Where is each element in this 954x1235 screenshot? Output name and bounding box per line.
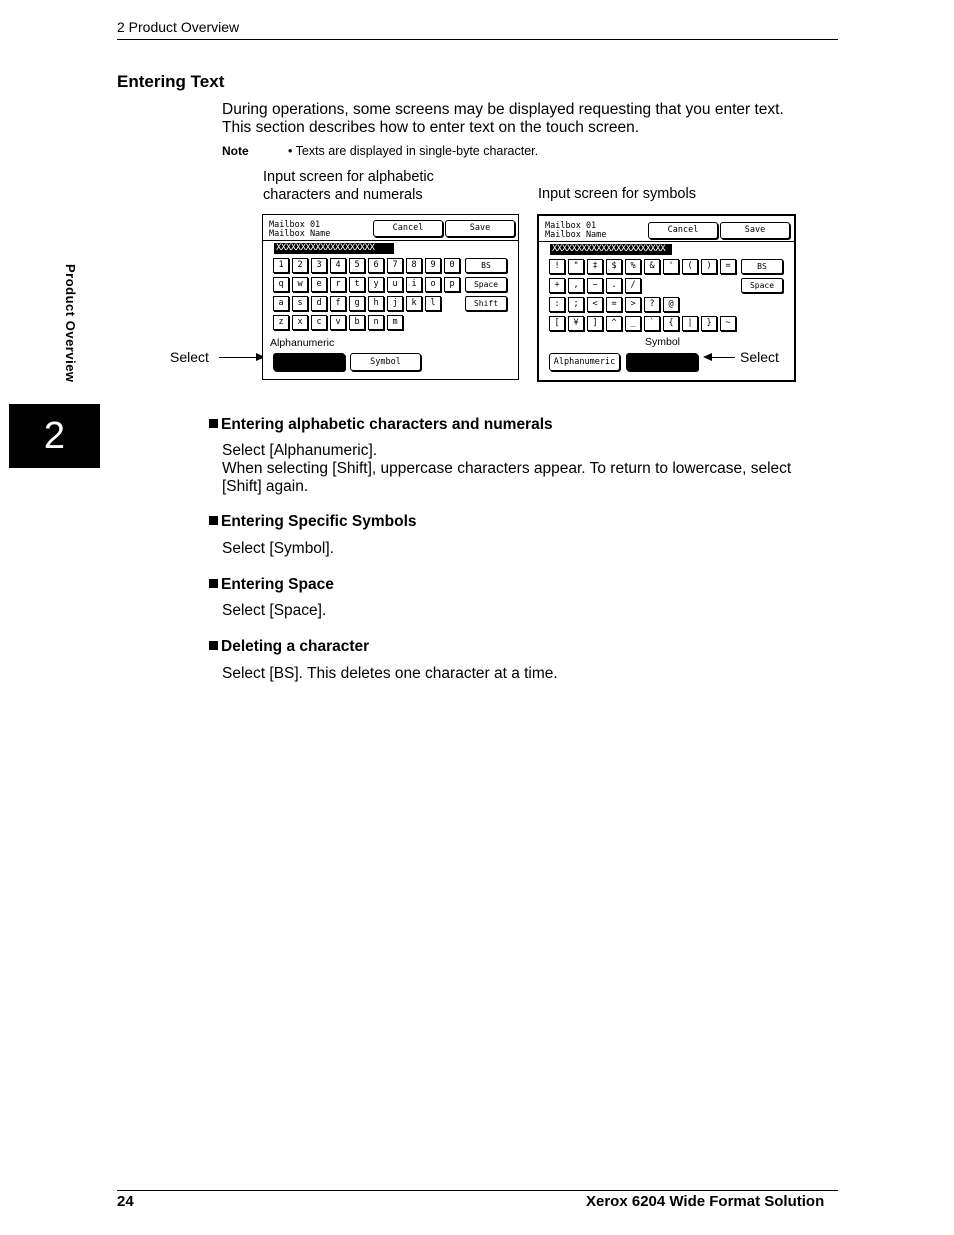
intro-line-1: During operations, some screens may be displayed requesting that you enter text. bbox=[222, 101, 784, 118]
keyboard-key[interactable]: q bbox=[273, 277, 289, 292]
select-arrow-right bbox=[711, 357, 735, 358]
intro-line-2: This section describes how to enter text on the touch screen. bbox=[222, 119, 640, 136]
keyboard-key[interactable]: h bbox=[368, 296, 384, 311]
select-arrow-left bbox=[219, 357, 259, 358]
keyboard-key[interactable]: − bbox=[587, 278, 603, 293]
keyboard-key[interactable]: / bbox=[625, 278, 641, 293]
footer-rule bbox=[117, 1190, 838, 1191]
keyboard-key[interactable]: _ bbox=[625, 316, 641, 331]
select-label-left: Select bbox=[170, 349, 209, 365]
keyboard-key[interactable]: y bbox=[368, 277, 384, 292]
keyboard-key[interactable]: o bbox=[425, 277, 441, 292]
cancel-button[interactable]: Cancel bbox=[648, 222, 718, 239]
keyboard-key[interactable]: 6 bbox=[368, 258, 384, 273]
subsection-body: Select [Alphanumeric]. bbox=[222, 442, 378, 459]
keyboard-key[interactable]: + bbox=[549, 278, 565, 293]
keyboard-key[interactable]: w bbox=[292, 277, 308, 292]
symbol-mode-label: Symbol bbox=[645, 336, 681, 348]
keyboard-key[interactable]: z bbox=[273, 315, 289, 330]
space-key[interactable]: Space bbox=[465, 277, 507, 292]
select-label-right: Select bbox=[740, 349, 779, 365]
footer-product: Xerox 6204 Wide Format Solution bbox=[586, 1193, 825, 1210]
section-title: Entering Text bbox=[117, 72, 225, 91]
mailbox-name-label: Mailbox Name bbox=[269, 229, 331, 239]
keyboard-key[interactable]: v bbox=[330, 315, 346, 330]
keyboard-key[interactable]: a bbox=[273, 296, 289, 311]
keyboard-key[interactable]: 3 bbox=[311, 258, 327, 273]
keyboard-key[interactable]: ? bbox=[644, 297, 660, 312]
keyboard-key[interactable]: 0 bbox=[444, 258, 460, 273]
keyboard-key[interactable]: $ bbox=[606, 259, 622, 274]
keyboard-key[interactable]: c bbox=[311, 315, 327, 330]
keyboard-key[interactable]: { bbox=[663, 316, 679, 331]
save-button[interactable]: Save bbox=[720, 222, 790, 239]
keyboard-key[interactable]: ] bbox=[587, 316, 603, 331]
keyboard-key[interactable]: < bbox=[587, 297, 603, 312]
header-rule bbox=[117, 39, 838, 40]
keyboard-key[interactable]: e bbox=[311, 277, 327, 292]
save-button[interactable]: Save bbox=[445, 220, 515, 237]
keyboard-key[interactable]: l bbox=[425, 296, 441, 311]
keyboard-key[interactable]: " bbox=[568, 259, 584, 274]
keyboard-key[interactable]: [ bbox=[549, 316, 565, 331]
symbol-button[interactable]: Symbol bbox=[350, 353, 421, 371]
keyboard-key[interactable]: = bbox=[720, 259, 736, 274]
side-chapter-label: Product Overview bbox=[63, 264, 78, 383]
bs-key[interactable]: BS bbox=[465, 258, 507, 273]
note-label: Note bbox=[222, 144, 249, 158]
keyboard-key[interactable]: . bbox=[606, 278, 622, 293]
keyboard-key[interactable]: ‡ bbox=[587, 259, 603, 274]
shift-key[interactable]: Shift bbox=[465, 296, 507, 311]
subsection-title-alphanumeric: Entering alphabetic characters and numerals bbox=[209, 416, 553, 434]
keyboard-key[interactable]: ' bbox=[663, 259, 679, 274]
keyboard-key[interactable]: i bbox=[406, 277, 422, 292]
keyboard-key[interactable]: s bbox=[292, 296, 308, 311]
keyboard-key[interactable]: | bbox=[682, 316, 698, 331]
keyboard-key[interactable]: ^ bbox=[606, 316, 622, 331]
caption-left-line-2: characters and numerals bbox=[263, 187, 423, 203]
subsection-title-space: Entering Space bbox=[209, 576, 334, 594]
keyboard-key[interactable]: ! bbox=[549, 259, 565, 274]
mailbox-name-label: Mailbox Name bbox=[545, 230, 607, 240]
keyboard-key[interactable]: k bbox=[406, 296, 422, 311]
subsection-body: Select [Symbol]. bbox=[222, 540, 334, 557]
keyboard-key[interactable]: x bbox=[292, 315, 308, 330]
keyboard-key[interactable]: 4 bbox=[330, 258, 346, 273]
keyboard-key[interactable]: ( bbox=[682, 259, 698, 274]
space-key[interactable]: Space bbox=[741, 278, 783, 293]
alphanumeric-button-selected[interactable] bbox=[273, 353, 345, 371]
keyboard-key[interactable]: ` bbox=[644, 316, 660, 331]
caption-left-line-1: Input screen for alphabetic bbox=[263, 169, 434, 185]
subsection-body: When selecting [Shift], uppercase characters appear. To return to lowercase, select bbox=[222, 460, 792, 477]
note-text: • Texts are displayed in single-byte character. bbox=[288, 144, 539, 158]
keyboard-key[interactable]: f bbox=[330, 296, 346, 311]
keyboard-key[interactable]: r bbox=[330, 277, 346, 292]
mailbox-number: Mailbox 01 bbox=[545, 221, 597, 231]
keyboard-key[interactable]: b bbox=[349, 315, 365, 330]
keyboard-key[interactable]: % bbox=[625, 259, 641, 274]
keyboard-key[interactable]: t bbox=[349, 277, 365, 292]
keyboard-key[interactable]: u bbox=[387, 277, 403, 292]
keyboard-key[interactable]: > bbox=[625, 297, 641, 312]
keyboard-key[interactable]: ~ bbox=[720, 316, 736, 331]
keyboard-key[interactable]: 7 bbox=[387, 258, 403, 273]
keyboard-key[interactable]: 9 bbox=[425, 258, 441, 273]
keyboard-key[interactable]: 8 bbox=[406, 258, 422, 273]
alphanumeric-button[interactable]: Alphanumeric bbox=[549, 353, 620, 371]
keyboard-key[interactable]: , bbox=[568, 278, 584, 293]
alphanumeric-input-screen bbox=[262, 214, 519, 380]
subsection-title-delete: Deleting a character bbox=[209, 638, 369, 656]
keyboard-key[interactable]: g bbox=[349, 296, 365, 311]
keyboard-key[interactable]: ; bbox=[568, 297, 584, 312]
symbol-button-selected[interactable] bbox=[626, 353, 698, 371]
keyboard-key[interactable]: 2 bbox=[292, 258, 308, 273]
keyboard-key[interactable]: : bbox=[549, 297, 565, 312]
keyboard-key[interactable]: ¥ bbox=[568, 316, 584, 331]
keyboard-key[interactable]: = bbox=[606, 297, 622, 312]
cancel-button[interactable]: Cancel bbox=[373, 220, 443, 237]
subsection-body: Select [Space]. bbox=[222, 602, 327, 619]
keyboard-key[interactable]: p bbox=[444, 277, 460, 292]
bs-key[interactable]: BS bbox=[741, 259, 783, 274]
keyboard-key[interactable]: d bbox=[311, 296, 327, 311]
keyboard-key[interactable]: & bbox=[644, 259, 660, 274]
keyboard-key[interactable]: m bbox=[387, 315, 403, 330]
keyboard-key[interactable]: @ bbox=[663, 297, 679, 312]
keyboard-key[interactable]: ) bbox=[701, 259, 717, 274]
text-field[interactable]: XXXXXXXXXXXXXXXXXXXX bbox=[274, 243, 394, 254]
keyboard-key[interactable]: 1 bbox=[273, 258, 289, 273]
subsection-body: [Shift] again. bbox=[222, 478, 309, 495]
keyboard-key[interactable]: j bbox=[387, 296, 403, 311]
subsection-title-symbols: Entering Specific Symbols bbox=[209, 513, 417, 531]
caption-right: Input screen for symbols bbox=[538, 186, 696, 202]
alphanumeric-mode-label: Alphanumeric bbox=[270, 337, 335, 349]
chapter-number-tab: 2 bbox=[9, 404, 100, 468]
keyboard-key[interactable]: } bbox=[701, 316, 717, 331]
keyboard-key[interactable]: n bbox=[368, 315, 384, 330]
subsection-body: Select [BS]. This deletes one character at a time. bbox=[222, 665, 558, 682]
page-number: 24 bbox=[117, 1193, 134, 1210]
text-field[interactable]: XXXXXXXXXXXXXXXXXXXXXXX bbox=[550, 244, 672, 255]
keyboard-key[interactable]: 5 bbox=[349, 258, 365, 273]
running-header: 2 Product Overview bbox=[117, 19, 240, 35]
mailbox-number: Mailbox 01 bbox=[269, 220, 321, 230]
